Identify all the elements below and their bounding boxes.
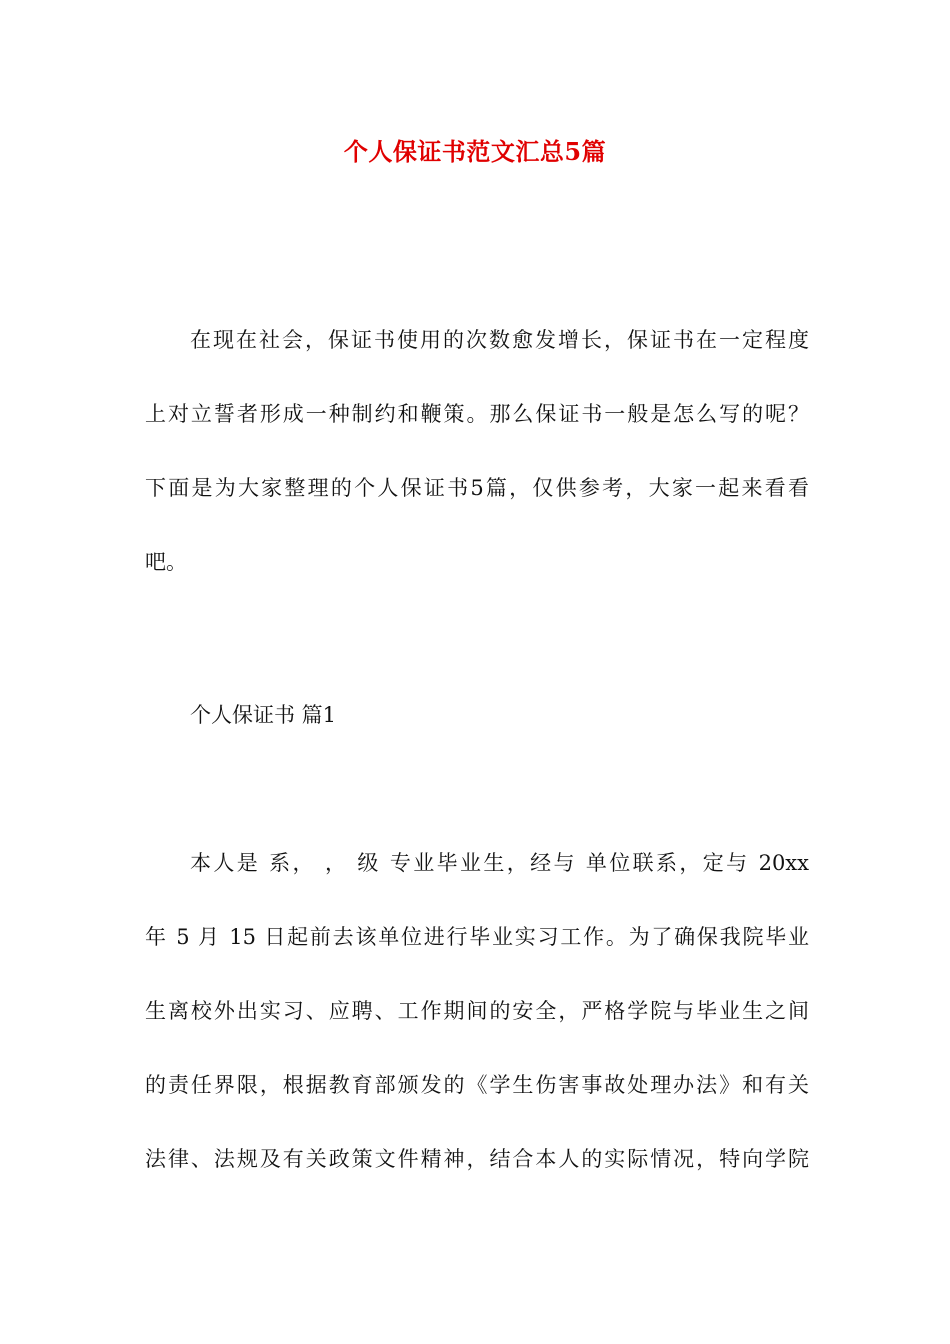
intro-line-1: 在现在社会，保证书使用的次数愈发增长，保证书在一定程度 [190,328,809,352]
section-line-2: 年 5 月 15 日起前去该单位进行毕业实习工作。为了确保我院毕业 [145,925,809,949]
section-heading: 个人保证书 篇1 [190,703,337,727]
section-line-4: 的责任界限，根据教育部颁发的《学生伤害事故处理办法》和有关 [145,1073,809,1097]
section-line-1: 本人是 系， ， 级 专业毕业生，经与 单位联系，定与 20xx [190,851,809,875]
intro-line-2: 上对立誓者形成一种制约和鞭策。那么保证书一般是怎么写的呢？ [145,402,809,426]
intro-line-4: 吧。 [145,550,187,574]
section-line-5: 法律、法规及有关政策文件精神，结合本人的实际情况，特向学院 [145,1147,809,1171]
document-title: 个人保证书范文汇总5篇 [343,137,607,166]
intro-line-3: 下面是为大家整理的个人保证书5篇，仅供参考，大家一起来看看 [145,476,809,500]
section-line-3: 生离校外出实习、应聘、工作期间的安全，严格学院与毕业生之间 [145,999,809,1023]
